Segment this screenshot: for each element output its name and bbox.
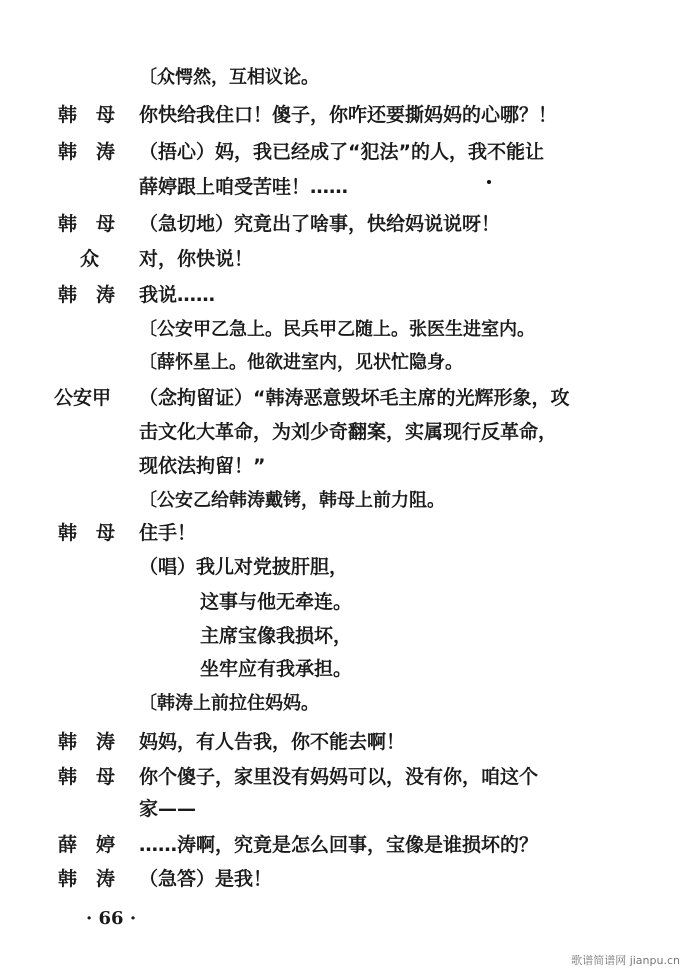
speaker: 韩 涛 — [58, 731, 116, 753]
document-page: 〔众愕然，互相议论。 韩 母 你快给我住口！傻子，你咋还要撕妈妈的心哪？！ 韩 涛 （捂心）妈，我已经成了“犯法”的人，我不能让 薛婷跟上咱受苦哇！…… 韩 母 （急切地）究竟出了啥事，快给妈说说呀！ 众 对，你快说！ 韩 涛 我说…… 〔公安甲乙急上。民兵甲乙随上。张医生进室内。 〔薛怀星上。他欲进室内，见状忙隐身。 公安甲 （念拘留证）“韩涛恶意毁坏毛主席的光辉形象，攻 击文化大革命，为刘少奇翻案，实属现行反革命， 现依法拘留！” 〔公安乙给韩涛戴铐，韩母上前力阻。 韩 母 住手！ （唱）我儿对党披肝胆， 这事与他无牵连。 主席宝像我损坏， 坐牢应有我承担。 〔韩涛上前拉住妈妈。 韩 涛 妈妈，有人告我，你不能去啊！ 韩 母 你个傻子，家里没有妈妈可以，没有你，咱这个 家—— 薛 婷 ……涛啊，究竟是怎么回事，宝像是谁损坏的？ 韩 涛 （急答）是我！ · 66 · 歌谱简谱网 jianpu.cn — [54, 67, 680, 967]
line-text: 我说…… — [139, 284, 216, 306]
speaker: 韩 涛 — [58, 284, 116, 306]
line-text: 对，你快说！ — [139, 248, 254, 270]
speaker: 众 — [80, 248, 100, 270]
speaker: 韩 涛 — [58, 141, 116, 163]
speaker: 韩 母 — [58, 766, 116, 788]
speaker: 韩 母 — [58, 213, 116, 235]
line-text: 你个傻子，家里没有妈妈可以，没有你，咱这个 — [139, 766, 539, 788]
line-text: （念拘留证）“韩涛恶意毁坏毛主席的光辉形象，攻 — [139, 387, 570, 409]
line-text: 你快给我住口！傻子，你咋还要撕妈妈的心哪？！ — [139, 104, 558, 126]
line-text: （急切地）究竟出了啥事，快给妈说说呀！ — [139, 213, 501, 235]
line-text: 妈妈，有人告我，你不能去啊！ — [139, 731, 406, 753]
line-text: 住手！ — [139, 522, 197, 544]
line-text: ……涛啊，究竟是怎么回事，宝像是谁损坏的？ — [139, 834, 539, 856]
speaker: 韩 母 — [58, 104, 116, 126]
line-text: （急答）是我！ — [139, 868, 273, 890]
speaker: 韩 母 — [58, 522, 116, 544]
watermark: 歌谱简谱网 jianpu.cn — [571, 954, 680, 967]
speck — [487, 180, 491, 184]
page-number: · 66 · — [86, 908, 137, 929]
speaker: 韩 涛 — [58, 868, 116, 890]
line-text: （捂心）妈，我已经成了“犯法”的人，我不能让 — [139, 141, 544, 163]
speaker: 公安甲 — [54, 387, 112, 409]
speaker: 薛 婷 — [58, 834, 116, 856]
